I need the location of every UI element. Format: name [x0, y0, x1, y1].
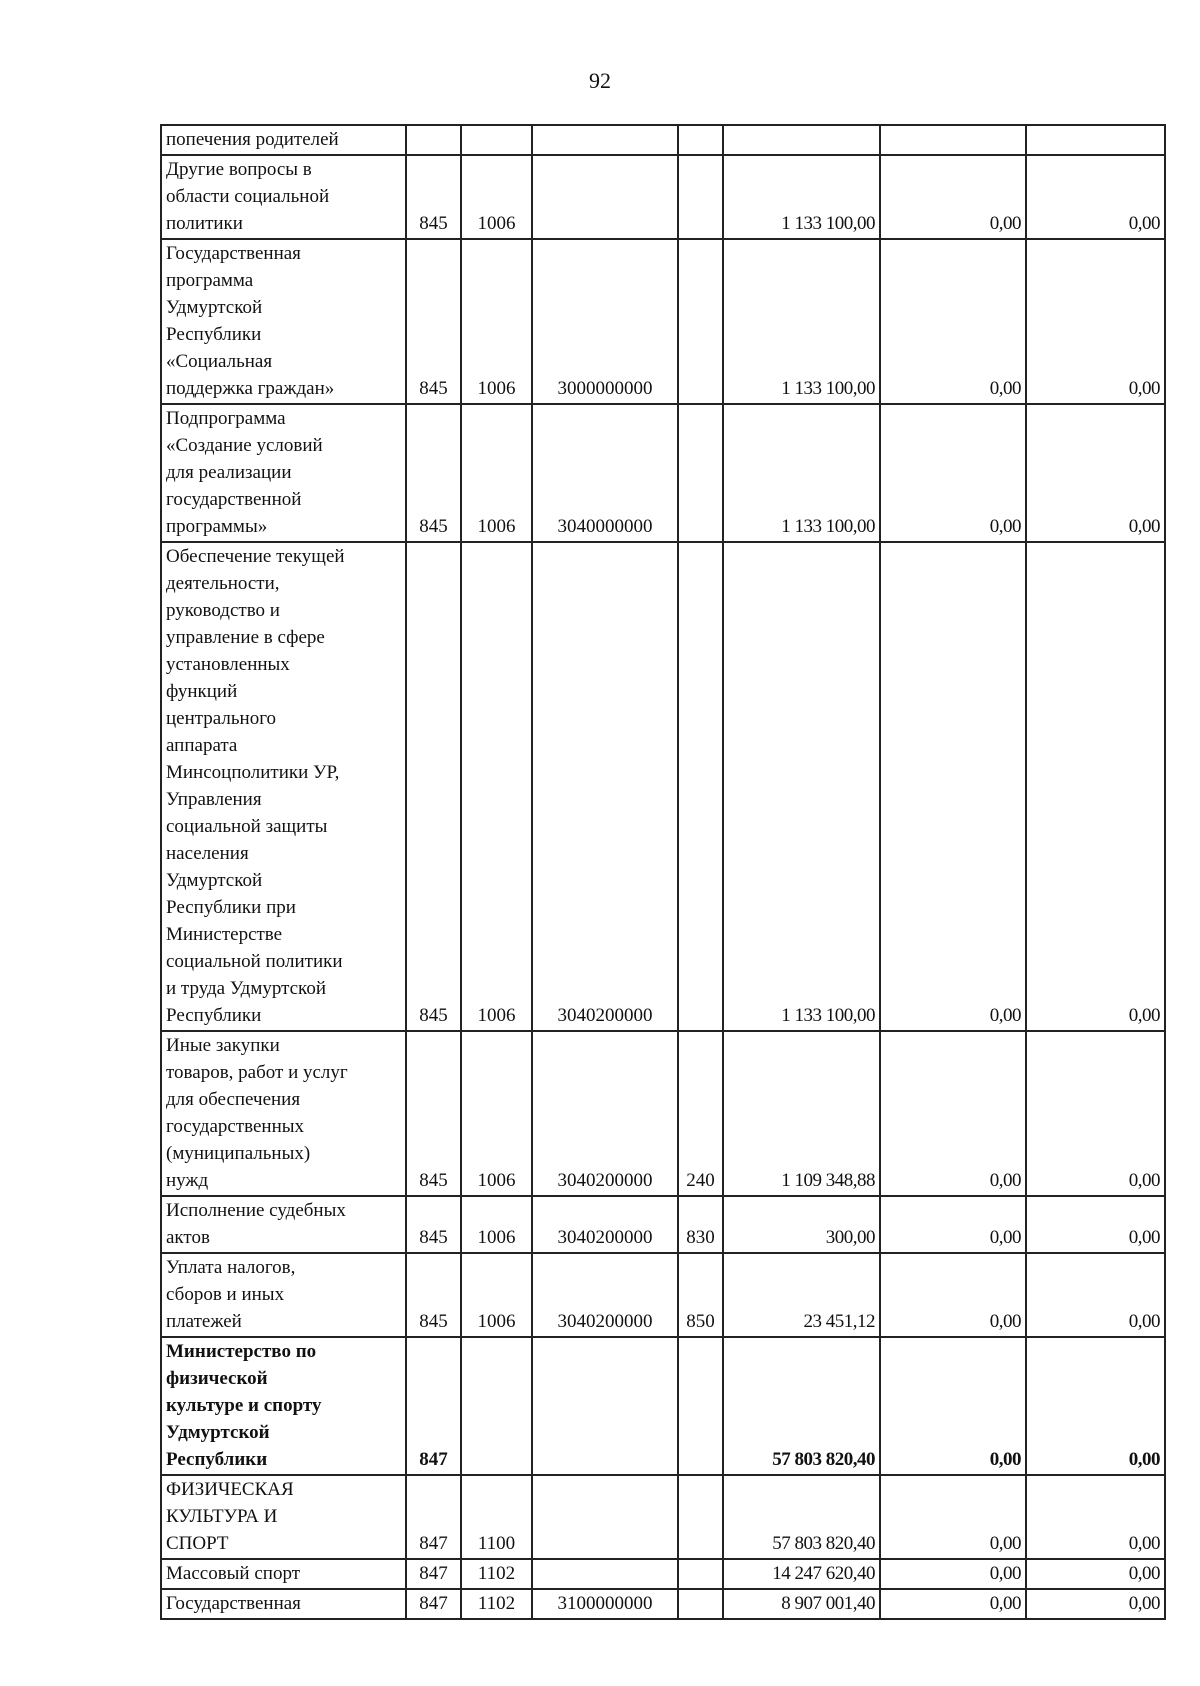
section-code-cell: 1006 [461, 1031, 532, 1196]
amount-1-cell: 8 907 001,40 [723, 1589, 880, 1619]
row-name-cell: Исполнение судебных актов [161, 1196, 406, 1253]
amount-1-cell: 57 803 820,40 [723, 1337, 880, 1475]
section-code-cell: 1100 [461, 1475, 532, 1559]
row-name-cell: Уплата налогов, сборов и иных платежей [161, 1253, 406, 1337]
admin-code-cell: 845 [406, 239, 461, 404]
table-row [161, 1196, 1165, 1253]
admin-code-cell: 845 [406, 155, 461, 239]
expense-type-cell: 850 [678, 1253, 723, 1337]
amount-2-cell: 0,00 [880, 1253, 1026, 1337]
amount-3-cell: 0,00 [1026, 1253, 1165, 1337]
table-row [161, 542, 1165, 1031]
expense-type-cell [678, 404, 723, 542]
amount-3-cell: 0,00 [1026, 1589, 1165, 1619]
amount-2-cell: 0,00 [880, 1589, 1026, 1619]
row-name-cell: Государственная программа Удмуртской Республики «Социальная поддержка граждан» [161, 239, 406, 404]
row-name-cell: Государственная [161, 1589, 406, 1619]
table-row [161, 1559, 1165, 1589]
admin-code-cell: 845 [406, 1031, 461, 1196]
expense-type-cell [678, 542, 723, 1031]
amount-2-cell: 0,00 [880, 1196, 1026, 1253]
admin-code-cell: 847 [406, 1589, 461, 1619]
table-row [161, 239, 1165, 404]
expense-type-cell [678, 239, 723, 404]
amount-3-cell: 0,00 [1026, 542, 1165, 1031]
target-article-cell: 3040000000 [532, 404, 678, 542]
amount-2-cell: 0,00 [880, 1337, 1026, 1475]
amount-2-cell: 0,00 [880, 404, 1026, 542]
amount-3-cell: 0,00 [1026, 155, 1165, 239]
amount-1-cell: 1 133 100,00 [723, 155, 880, 239]
section-code-cell: 1006 [461, 1253, 532, 1337]
admin-code-cell: 845 [406, 1196, 461, 1253]
amount-2-cell: 0,00 [880, 1475, 1026, 1559]
amount-3-cell: 0,00 [1026, 1196, 1165, 1253]
table-row [161, 1589, 1165, 1619]
amount-2-cell: 0,00 [880, 155, 1026, 239]
expense-type-cell [678, 1589, 723, 1619]
amount-3-cell: 0,00 [1026, 404, 1165, 542]
amount-1-cell: 300,00 [723, 1196, 880, 1253]
amount-2-cell: 0,00 [880, 1559, 1026, 1589]
expense-type-cell [678, 1337, 723, 1475]
admin-code-cell: 845 [406, 404, 461, 542]
amount-1-cell [723, 125, 880, 155]
section-code-cell: 1006 [461, 155, 532, 239]
row-name-cell: Министерство по физической культуре и спорту Удмуртской Республики [161, 1337, 406, 1475]
section-code-cell: 1102 [461, 1589, 532, 1619]
amount-2-cell [880, 125, 1026, 155]
section-code-cell: 1006 [461, 239, 532, 404]
amount-3-cell: 0,00 [1026, 1559, 1165, 1589]
amount-3-cell [1026, 125, 1165, 155]
amount-1-cell: 1 109 348,88 [723, 1031, 880, 1196]
row-name-cell: Подпрограмма «Создание условий для реализации государственной программы» [161, 404, 406, 542]
target-article-cell [532, 155, 678, 239]
target-article-cell: 3000000000 [532, 239, 678, 404]
table-row [161, 155, 1165, 239]
target-article-cell: 3040200000 [532, 1031, 678, 1196]
table-row [161, 1475, 1165, 1559]
table-row [161, 404, 1165, 542]
row-name-cell: Обеспечение текущей деятельности, руководство и управление в сфере установленных функций центрального аппарата Минсоцполитики УР, Управления социальной защиты населения Удмуртской Республики при Министерстве социальной политики и труда Удмуртской Республики [161, 542, 406, 1031]
budget-table [160, 124, 1166, 1620]
target-article-cell [532, 1475, 678, 1559]
target-article-cell: 3040200000 [532, 1196, 678, 1253]
section-code-cell [461, 1337, 532, 1475]
row-name-cell: Другие вопросы в области социальной политики [161, 155, 406, 239]
amount-1-cell: 1 133 100,00 [723, 542, 880, 1031]
table-row [161, 1253, 1165, 1337]
target-article-cell [532, 1559, 678, 1589]
target-article-cell: 3040200000 [532, 542, 678, 1031]
amount-2-cell: 0,00 [880, 542, 1026, 1031]
amount-1-cell: 57 803 820,40 [723, 1475, 880, 1559]
admin-code-cell: 847 [406, 1559, 461, 1589]
row-name-cell: Массовый спорт [161, 1559, 406, 1589]
expense-type-cell [678, 1475, 723, 1559]
row-name-cell: ФИЗИЧЕСКАЯ КУЛЬТУРА И СПОРТ [161, 1475, 406, 1559]
amount-3-cell: 0,00 [1026, 239, 1165, 404]
amount-2-cell: 0,00 [880, 239, 1026, 404]
section-code-cell: 1006 [461, 1196, 532, 1253]
amount-2-cell: 0,00 [880, 1031, 1026, 1196]
expense-type-cell [678, 1559, 723, 1589]
row-name-cell: попечения родителей [161, 125, 406, 155]
target-article-cell [532, 125, 678, 155]
section-code-cell: 1102 [461, 1559, 532, 1589]
amount-3-cell: 0,00 [1026, 1475, 1165, 1559]
amount-1-cell: 1 133 100,00 [723, 404, 880, 542]
amount-3-cell: 0,00 [1026, 1337, 1165, 1475]
target-article-cell: 3100000000 [532, 1589, 678, 1619]
expense-type-cell: 240 [678, 1031, 723, 1196]
amount-1-cell: 23 451,12 [723, 1253, 880, 1337]
table-row [161, 1031, 1165, 1196]
admin-code-cell: 847 [406, 1337, 461, 1475]
table-row [161, 125, 1165, 155]
table-body [161, 125, 1165, 1619]
expense-type-cell [678, 155, 723, 239]
row-name-cell: Иные закупки товаров, работ и услуг для обеспечения государственных (муниципальных) нужд [161, 1031, 406, 1196]
amount-1-cell: 1 133 100,00 [723, 239, 880, 404]
page-number: 92 [589, 68, 611, 93]
expense-type-cell [678, 125, 723, 155]
section-code-cell: 1006 [461, 542, 532, 1031]
admin-code-cell: 847 [406, 1475, 461, 1559]
expense-type-cell: 830 [678, 1196, 723, 1253]
section-code-cell [461, 125, 532, 155]
target-article-cell [532, 1337, 678, 1475]
admin-code-cell: 845 [406, 542, 461, 1031]
section-code-cell: 1006 [461, 404, 532, 542]
admin-code-cell [406, 125, 461, 155]
amount-1-cell: 14 247 620,40 [723, 1559, 880, 1589]
target-article-cell: 3040200000 [532, 1253, 678, 1337]
table-row [161, 1337, 1165, 1475]
admin-code-cell: 845 [406, 1253, 461, 1337]
amount-3-cell: 0,00 [1026, 1031, 1165, 1196]
